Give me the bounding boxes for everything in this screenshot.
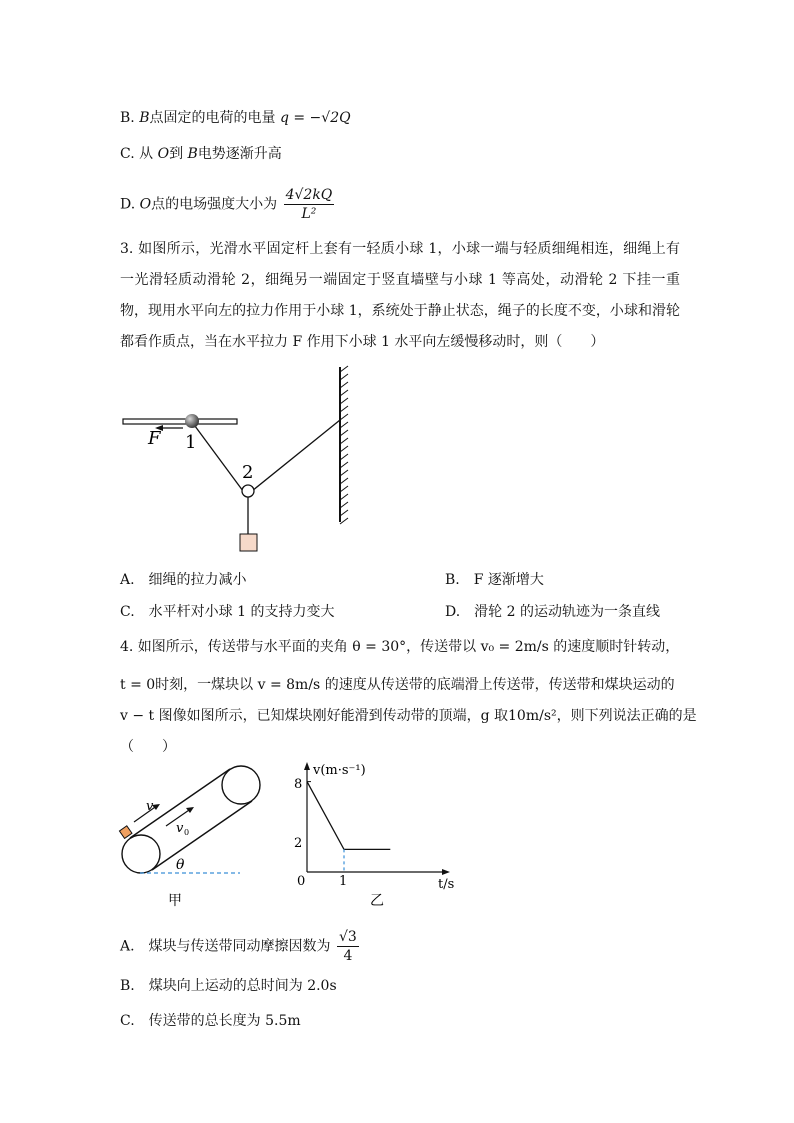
fraction: [284, 186, 335, 223]
option-prefix: C.: [120, 146, 135, 162]
option-text: 电势逐渐升高: [197, 146, 282, 162]
point-label: O: [139, 196, 152, 213]
ball-1: [185, 414, 199, 428]
point-label: B: [187, 146, 198, 162]
y-tick-2: 2: [294, 836, 303, 851]
q4-option-b: B. 煤块向上运动的总时间为 2.0s: [120, 978, 337, 994]
y-axis-label: v(m·s⁻¹): [313, 763, 366, 778]
x-axis-arrow: [442, 869, 450, 875]
option-text: 点固定的电荷的电量: [149, 110, 276, 126]
pulley-label: 2: [242, 462, 254, 483]
pulley-2: [242, 485, 254, 497]
point-label: O: [157, 146, 170, 162]
q4-stem-line3: v − t 图像如图所示，已知煤块刚好能滑到传动带的顶端，g 取10m/s²，则下列说法正确的是: [120, 708, 697, 724]
formula: q = −√2Q: [279, 110, 351, 126]
q4-option-c: C. 传送带的总长度为 5.5m: [120, 1013, 301, 1029]
option-text: 点的电场强度大小为: [151, 196, 278, 213]
horizontal-rod: [123, 419, 237, 424]
caption-yi: 乙: [370, 893, 384, 909]
fraction-denominator: L²: [301, 206, 317, 222]
q3-stem: 3. 如图所示，光滑水平固定杆上套有一轻质小球 1，小球一端与轻质细绳相连，细绳上有一光滑轻质动滑轮 2，细绳另一端固定于竖直墙壁与小球 1 等高处，动滑轮 2 下挂一重物，现用水平向左的拉力作用于小球 1，系统处于静止状态，绳子的长度不变，小球和滑轮都看作质点，当在水平拉力 F 作用下小球 1 水平向左缓慢移动时，则（ ）: [120, 241, 680, 350]
q3-option-d: D. 滑轮 2 的运动轨迹为一条直线: [445, 604, 660, 620]
v-label: v: [146, 799, 154, 814]
q4-stem-line1: 4. 如图所示，传送带与水平面的夹角 θ = 30°，传送带以 v₀ = 2m/s 的速度顺时针转动，: [120, 639, 680, 655]
q2-option-c: [120, 144, 282, 164]
caption-jia: 甲: [168, 893, 182, 909]
point-label: B: [139, 110, 150, 126]
fraction-denominator: 4: [343, 948, 353, 964]
ball-label: 1: [185, 432, 197, 453]
x-tick-0: 0: [297, 874, 306, 889]
upper-roller: [222, 766, 260, 804]
wall-hatching: [340, 366, 348, 524]
v0-label: v: [176, 821, 184, 836]
q3-figure: [115, 362, 365, 557]
hanging-weight: [240, 534, 257, 551]
q3-option-b: B. F 逐渐增大: [445, 572, 544, 588]
vt-series: [307, 782, 390, 872]
option-prefix: B.: [120, 110, 135, 126]
q4-stem-line2: t = 0时刻，一煤块以 v = 8m/s 的速度从传送带的底端滑上传送带，传送带和煤块运动的: [120, 677, 675, 693]
q3-option-a: A. 细绳的拉力减小: [120, 572, 247, 588]
option-prefix: D.: [120, 196, 136, 213]
vt-line: [307, 782, 390, 850]
coal-block: [119, 826, 132, 839]
fraction-numerator: 4√2kQ: [285, 187, 333, 203]
option-text: 到: [169, 146, 184, 162]
q2-option-b: [120, 108, 351, 128]
y-tick-8: 8: [294, 777, 303, 792]
q4-figure-jia: [110, 760, 280, 910]
fraction: [337, 928, 359, 965]
q4-stem-line4: （ ）: [120, 739, 176, 755]
fraction-numerator: √3: [339, 929, 357, 945]
belt-bottom: [152, 801, 252, 870]
rope-left: [192, 422, 243, 491]
q3-option-c: C. 水平杆对小球 1 的支持力变大: [120, 604, 335, 620]
rope-right: [252, 420, 340, 491]
x-tick-1: 1: [339, 874, 348, 889]
q4-figure-yi: [285, 758, 470, 913]
q2-option-d: [120, 186, 334, 223]
lower-roller: [122, 835, 160, 873]
theta-label: θ: [176, 857, 185, 873]
x-axis-label: t/s: [438, 877, 455, 892]
q4-option-a: [120, 928, 359, 965]
force-label: F: [148, 428, 161, 449]
option-text: 从: [139, 146, 154, 162]
y-axis-arrow: [304, 762, 310, 770]
v0-arrowhead: [186, 807, 194, 813]
v0-subscript: 0: [184, 828, 190, 837]
option-text: A. 煤块与传送带同动摩擦因数为: [120, 938, 331, 955]
